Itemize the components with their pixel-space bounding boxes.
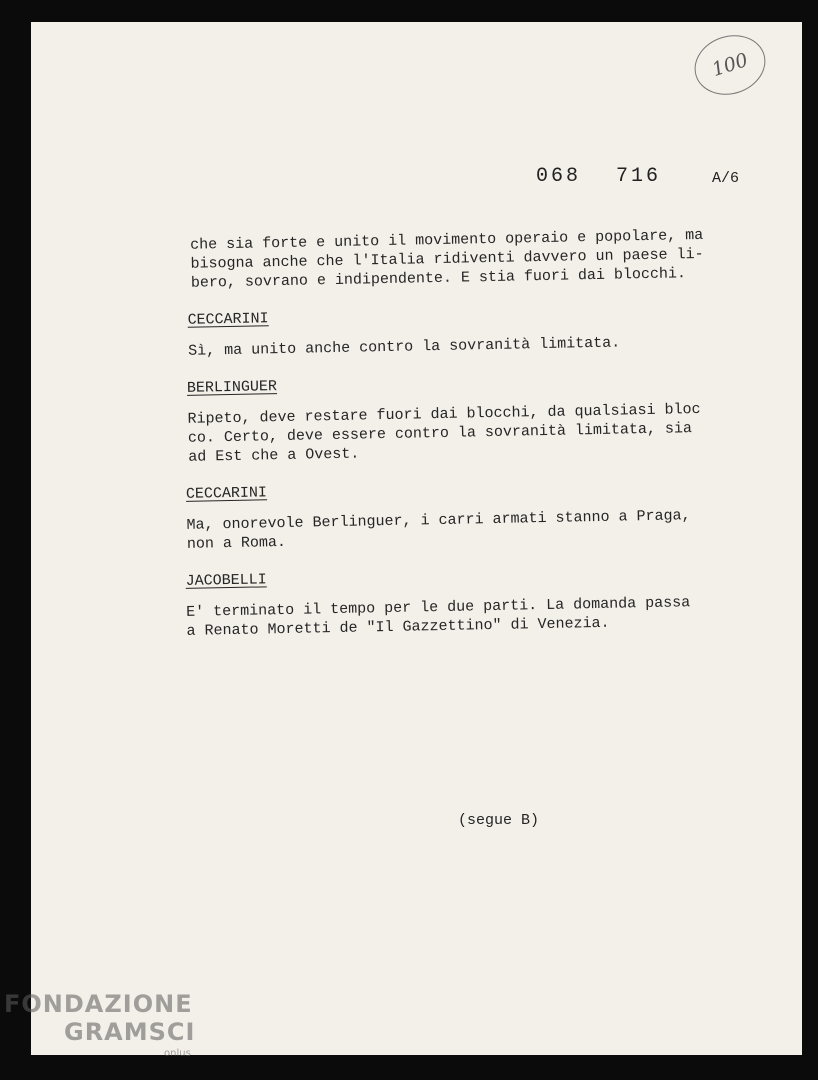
watermark-line-3: onlus [164, 1048, 191, 1059]
speaker-name: JACOBELLI [185, 571, 267, 590]
exchange-1 [187, 282, 748, 361]
watermark-logo [4, 990, 196, 1059]
reference-number-2: 716 [616, 165, 662, 188]
intro-paragraph: che sia forte e unito il movimento operaio e popolare, ma bisogna anche che l'Italia ridiventi davvero un paese li- bero, sovrano e indipendente. E stia fuori dai blocchi. [190, 226, 704, 292]
speaker-name: CECCARINI [187, 310, 269, 329]
speech-text: Ma, onorevole Berlinguer, i carri armati stanno a Praga, non a Roma. [186, 507, 691, 553]
speaker-name: BERLINGUER [186, 378, 278, 397]
speech-text: E' terminato il tempo per le due parti. La domanda passa a Renato Moretti de "Il Gazzettino" di Venezia. [186, 594, 691, 640]
handwritten-page-number: 100 [687, 26, 773, 103]
continuation-note: (segue B) [458, 812, 540, 829]
watermark-line-2: GRAMSCI [64, 1018, 196, 1046]
reference-number-1: 068 [536, 165, 582, 188]
speaker-name: CECCARINI [185, 484, 268, 503]
exchange-4 [185, 543, 754, 641]
exchange-3 [185, 456, 752, 554]
speech-text: Sì, ma unito anche contro la sovranità limitata. [188, 334, 621, 360]
sheet-code: A/6 [712, 170, 740, 187]
speech-text: Ripeto, deve restare fuori dai blocchi, da qualsiasi bloc co. Certo, deve essere contro la sovranità limitata, sia ad Est che a Ovest. [187, 400, 701, 466]
exchange-2 [186, 350, 750, 467]
watermark-line-1: FONDAZIONE [4, 990, 193, 1018]
transcript-body [176, 225, 754, 641]
